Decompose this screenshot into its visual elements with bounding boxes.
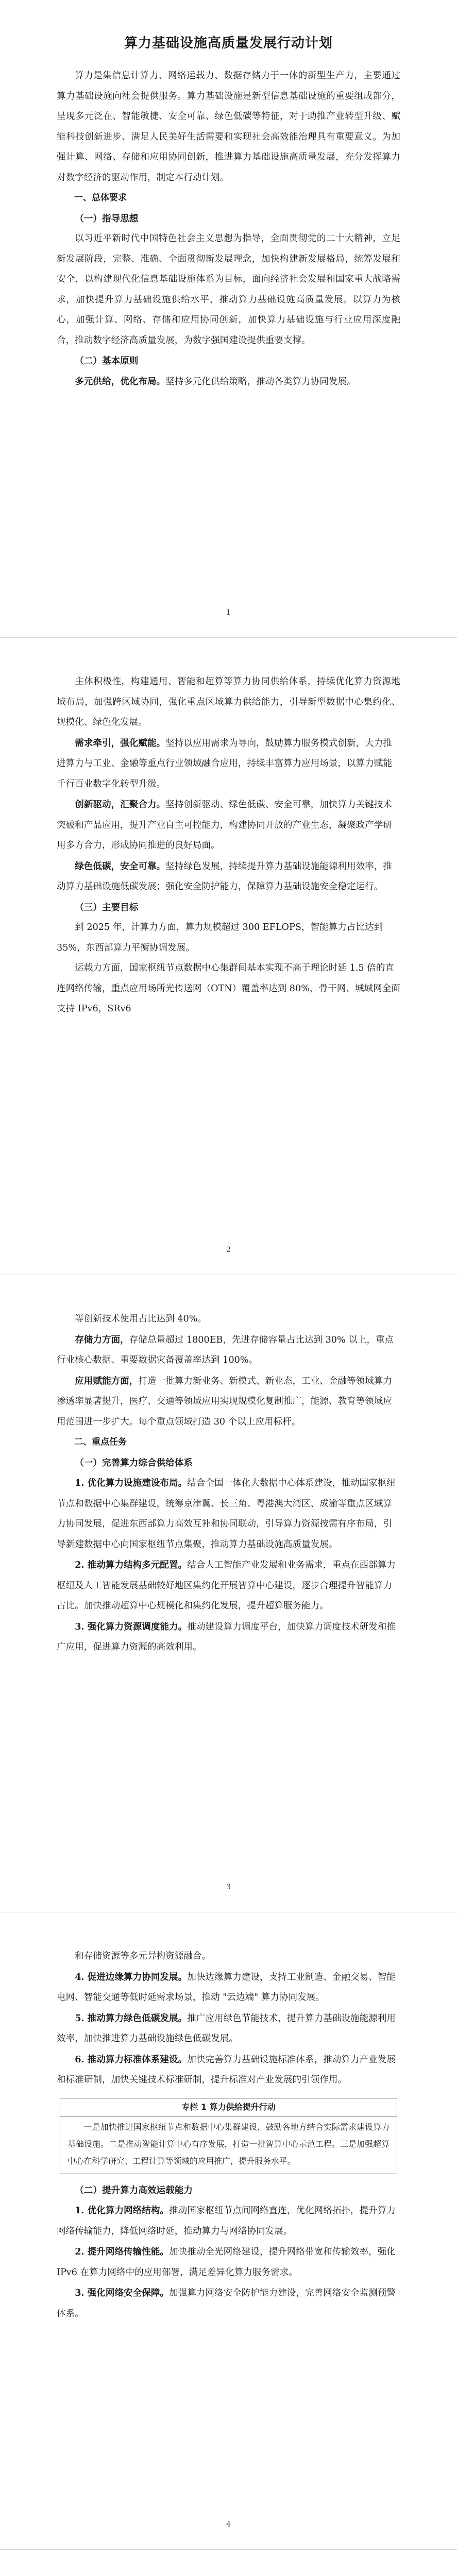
paragraph <box>57 2242 400 2283</box>
paragraph <box>57 371 400 393</box>
paragraph: 到 2025 年，计算力方面，算力规模超过 300 EFLOPS，智能算力占比达到 35%，东西部算力平衡协调发展。 <box>57 922 383 953</box>
paragraph-lead: 需求牵引，强化赋能。 <box>75 737 166 749</box>
paragraph-text: 加快推动全光网络建设，提升网络带宽和传输效率，强化 IPv6 在算力网络中的应用部署，满足差异化算力服务需求。 <box>57 2247 396 2278</box>
page-number: 3 <box>226 1883 231 1891</box>
document-title: 算力基础设施高质量发展行动计划 <box>124 36 333 51</box>
paragraph <box>57 2049 400 2091</box>
paragraph <box>57 1371 400 1433</box>
paragraph-lead: 3. 强化算力资源调度能力。 <box>75 1621 188 1632</box>
paragraph-lead: 存储力方面， <box>75 1334 129 1345</box>
paragraph-lead: 3. 强化网络安全保障。 <box>75 2287 170 2298</box>
paragraph-text: 推广应用绿色节能技术，提升算力基础设施能源利用效率，加快推进算力基础设施绿色低碳发展。 <box>57 2013 396 2044</box>
subsection-heading: （一）完善算力综合供给体系 <box>75 1457 193 1468</box>
subsection-heading: （一）指导思想 <box>75 213 139 224</box>
paragraph <box>57 1617 400 1658</box>
paragraph-text: 坚持创新驱动、绿色低碳、安全可靠，加快算力关键技术突破和产品应用，提升产业自主可控能力，构建协同开放的产业生态，凝聚政产学研用多方合力，形成协同推进的良好局面。 <box>57 800 392 851</box>
sidebar-box-title: 专栏 1 算力供给提升行动 <box>60 2098 397 2116</box>
paragraph-text: 坚持以应用需求为导向，鼓励算力服务模式创新，大力推进算力与工业、金融等重点行业领域融合应用，持续丰富算力应用场景，以算力赋能千行百业数字化转型升级。 <box>57 738 392 789</box>
paragraph: 和存储资源等多元异构资源融合。 <box>75 1951 211 1961</box>
paragraph: 运载力方面，国家枢纽节点数据中心集群间基本实现不高于理论时延 1.5 倍的直连网络传输，重点应用场所光传送网（OTN）覆盖率达到 80%，骨干网、城域网全面支持 IPv6，SRv6 <box>57 963 400 1014</box>
paragraph-lead: 绿色低碳，安全可靠。 <box>75 860 166 872</box>
sidebar-box-paragraph: 一是加快推进国家枢纽节点和数据中心集群建设，鼓励各地方结合实际需求建设算力基础设施。二是推动智能计算中心有序发展，打造一批智算中心示范工程。三是加强超算中心在科学研究、工程计算等领域的应用推广，提升服务水平。 <box>67 2122 390 2166</box>
paragraph-text: 加快完善算力基础设施标准体系，推动算力产业发展和标准研制，加快关键技术标准研制，提升标准对产业发展的引领作用。 <box>57 2054 396 2085</box>
paragraph: 等创新技术使用占比达到 40%。 <box>75 1314 207 1324</box>
paragraph-lead: 4. 促进边缘算力协同发展。 <box>75 1971 188 1982</box>
page-1 <box>0 0 457 637</box>
paragraph <box>57 2200 400 2242</box>
paragraph <box>57 1330 400 1371</box>
paragraph-text: 推动建设算力调度平台，加快算力调度技术研发和推广应用，促进算力资源的高效利用。 <box>57 1621 396 1652</box>
paragraph-lead: 1. 优化算力设施建设布局。 <box>75 1478 188 1488</box>
subsection-heading: （二）提升算力高效运载能力 <box>75 2184 193 2196</box>
paragraph-lead: 6. 推动算力标准体系建设。 <box>75 2054 188 2065</box>
paragraph-text: 结合全国一体化大数据中心体系建设，推动国家枢纽节点和数据中心集群建设，统筹京津冀、长三角、粤港澳大湾区、成渝等重点区域算力协同发展，促进东西部算力高效互补和协同联动，引导算力资源按需有序布局，引导新建数据中心向国家枢纽节点集聚，推动算力基础设施高质量发展。 <box>57 1478 396 1550</box>
paragraph <box>57 794 400 856</box>
sidebar-box-body <box>60 2116 397 2174</box>
page-5 <box>0 2549 457 2576</box>
section-heading: 二、重点任务 <box>74 1437 127 1447</box>
page-3 <box>0 1275 457 1912</box>
subsection-heading: （二）基本原则 <box>75 355 139 366</box>
paragraph <box>57 2283 400 2324</box>
paragraph-text: 坚持多元化供给策略，推动各类算力协同发展。 <box>165 376 356 387</box>
paragraph-text: 推动国家枢纽节点间网络直连，优化网络拓扑，提升算力网络传输能力，降低网络时延，推动算力与网络协同发展。 <box>57 2206 396 2236</box>
paragraph <box>57 856 400 897</box>
paragraph-text: 结合人工智能产业发展和业务需求，重点在西部算力枢纽及人工智能发展基础较好地区集约化开展智算中心建设，逐步合理提升智能算力占比。加快推动超算中心规模化和集约化发展，提升超算服务能力。 <box>57 1560 396 1611</box>
page-4 <box>0 1912 457 2549</box>
paragraph <box>57 733 400 795</box>
paragraph-lead: 2. 推动算力结构多元配置。 <box>75 1560 188 1570</box>
paragraph-text: 坚持绿色发展，持续提升算力基础设施能源利用效率，推动算力基础设施低碳发展；强化安全防护能力，保障算力基础设施安全稳定运行。 <box>57 861 392 892</box>
paragraph: 主体积极性，构建通用、智能和超算等算力协同供给体系，持续优化算力资源地域布局，加强跨区域协同，强化重点区域算力供给能力，引导新型数据中心集约化、规模化、绿色化发展。 <box>57 676 400 727</box>
paragraph: 算力是集信息计算力、网络运载力、数据存储力于一体的新型生产力，主要通过算力基础设施向社会提供服务。算力基础设施是新型信息基础设施的重要组成部分，呈现多元泛在、智能敏捷、安全可靠、绿色低碳等特征，对于助推产业转型升级、赋能科技创新进步、满足人民美好生活需要和实现社会高效能治理具有重要意义。为加强计算、网络、存储和应用协同创新，推进算力基础设施高质量发展，充分发挥算力对数字经济的驱动作用，制定本行动计划。 <box>57 71 400 183</box>
paragraph-lead: 1. 优化算力网络结构。 <box>75 2205 170 2216</box>
paragraph <box>57 1555 400 1617</box>
paragraph-lead: 2. 提升网络传输性能。 <box>75 2246 170 2257</box>
paragraph-lead: 多元供给，优化布局。 <box>75 376 166 387</box>
page-number: 1 <box>226 608 231 617</box>
page-number: 2 <box>226 1246 231 1254</box>
subsection-heading: （三）主要目标 <box>75 902 139 913</box>
paragraph-text: 打造一批算力新业务、新模式、新业态，工业、金融等领域算力渗透率显著提升，医疗、交通等领域应用实现规模化复制推广，能源、教育等领域应用范围进一步扩大。每个重点领域打造 30 个以上应用标杆。 <box>57 1376 392 1427</box>
paragraph-text: 加强算力网络安全防护能力建设，完善网络安全监测预警体系。 <box>57 2288 396 2319</box>
page-2 <box>0 637 457 1275</box>
paragraph-lead: 创新驱动，汇聚合力。 <box>75 799 166 810</box>
paragraph-text: 加快边缘算力建设，支持工业制造、金融交易、智能电网、智能交通等低时延需求场景，推动 "云边端" 算力协同发展。 <box>57 1972 396 2003</box>
paragraph <box>57 1473 400 1555</box>
sidebar-box <box>60 2098 397 2174</box>
paragraph: 以习近平新时代中国特色社会主义思想为指导，全面贯彻党的二十大精神，立足新发展阶段，完整、准确、全面贯彻新发展理念，加快构建新发展格局，统筹发展和安全，以构建现代化信息基础设施体系为目标，面向经济社会发展和国家重大战略需求，加快提升算力基础设施供给水平，推动算力基础设施高质量发展。以算力为核心，加强计算、网络、存储和应用协同创新，加快算力基础设施与行业应用深度融合，推动数字经济高质量发展，为数字强国建设提供重要支撑。 <box>57 233 400 346</box>
paragraph <box>57 1967 400 2008</box>
paragraph-text: 存储总量超过 1800EB，先进存储容量占比达到 30% 以上，重点行业核心数据、重要数据灾备覆盖率达到 100%。 <box>57 1334 394 1365</box>
section-heading: 一、总体要求 <box>74 193 127 203</box>
paragraph-lead: 应用赋能方面， <box>75 1375 139 1386</box>
paragraph <box>57 2008 400 2049</box>
paragraph-lead: 5. 推动算力绿色低碳发展。 <box>75 2012 188 2024</box>
page-number: 4 <box>226 2520 231 2529</box>
